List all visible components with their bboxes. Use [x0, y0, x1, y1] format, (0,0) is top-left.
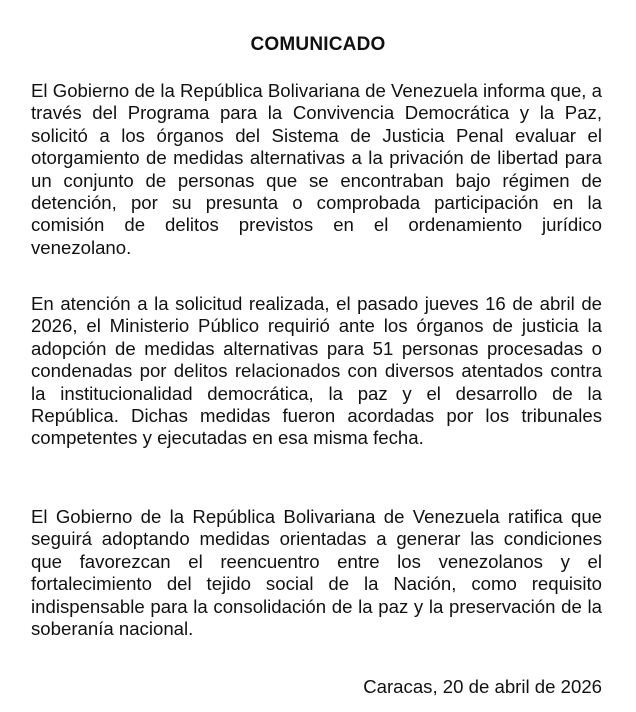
place-and-date: Caracas, 20 de abril de 2026 [363, 676, 602, 697]
paragraph-2: En atención a la solicitud realizada, el pasado jueves 16 de abril de 2026, el Ministerio Público requirió ante los órganos de justicia la adopción de medidas alternativas para 51 personas procesadas o condenadas por delitos relacionados con diversos atentados contra la institucionalidad democrática, la paz y el desarrollo de la República. Dichas medidas fueron acordadas por los tribunales competentes y ejecutadas en esa misma fecha. [31, 293, 602, 449]
document-title: COMUNICADO [250, 34, 386, 55]
paragraph-1: El Gobierno de la República Bolivariana de Venezuela informa que, a través del Programa para la Convivencia Democrática y la Paz, solicitó a los órganos del Sistema de Justicia Penal evaluar el otorgamiento de medidas alternativas a la privación de libertad para un conjunto de personas que se encontraban bajo régimen de detención, por su presunta o comprobada participación en la comisión de delitos previstos en el ordenamiento jurídico venezolano. [31, 80, 602, 258]
paragraph-3: El Gobierno de la República Bolivariana de Venezuela ratifica que seguirá adoptando medidas orientadas a generar las condiciones que favorezcan el reencuentro entre los venezolanos y el fortalecimiento del tejido social de la Nación, como requisito indispensable para la consolidación de la paz y la preservación de la soberanía nacional. [31, 506, 602, 640]
